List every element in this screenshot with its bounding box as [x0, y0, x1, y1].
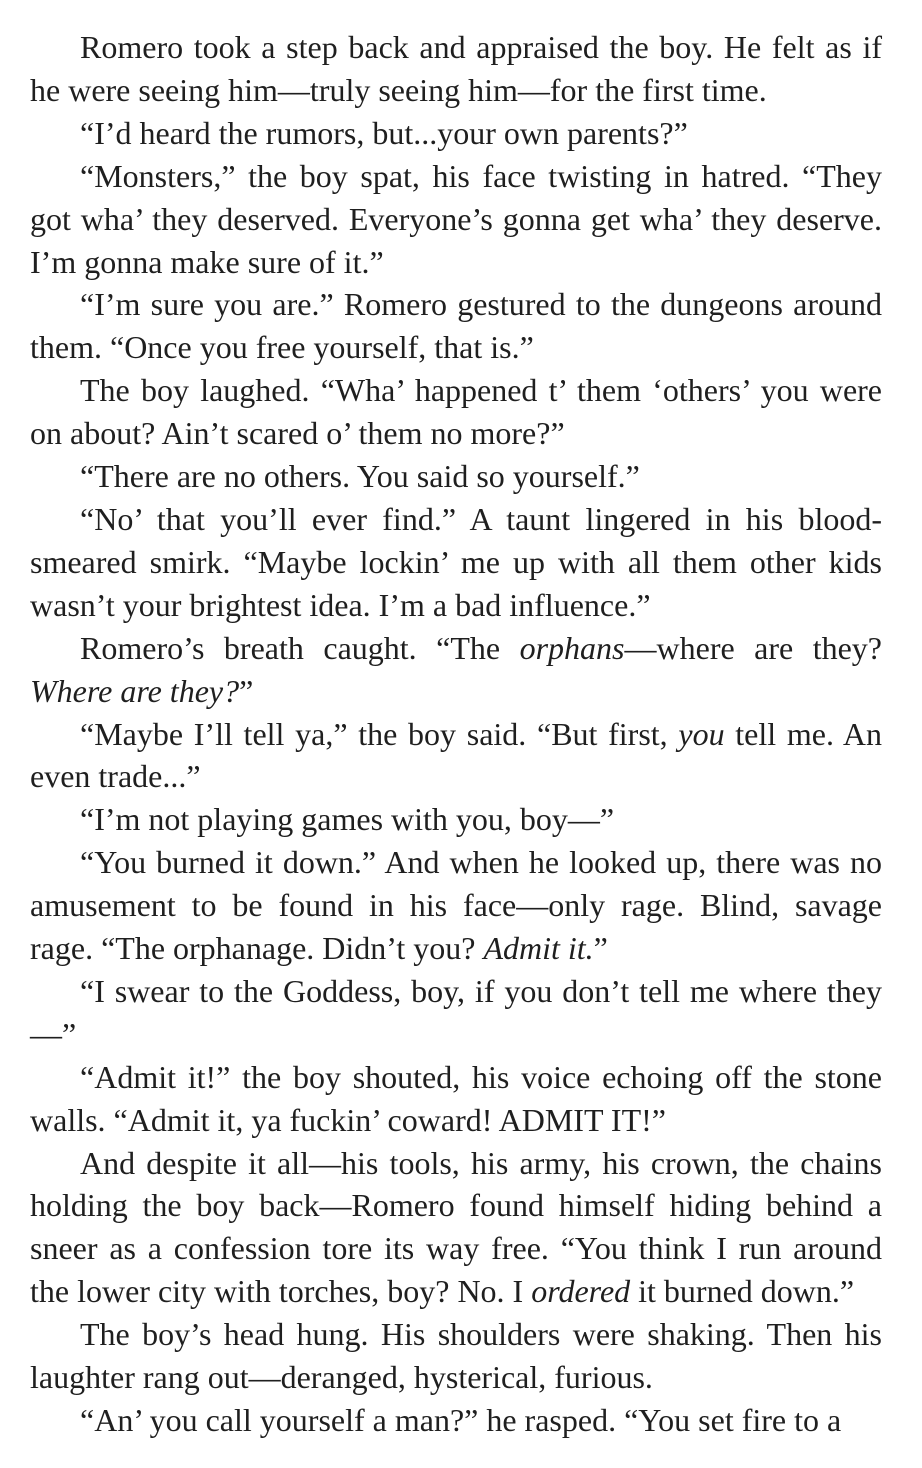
- paragraph: [30, 1313, 882, 1399]
- text-run: “You burned it down.” And when he looked up, there was no amusement to be found in his face—only rage. Blind, savage rage. “The orphanage. Didn’t you?: [30, 844, 882, 967]
- text-run: The boy laughed. “Wha’ happened t’ them ‘others’ you were on about? Ain’t scared o’ them no more?”: [30, 372, 882, 452]
- italic-text: ordered: [531, 1273, 631, 1310]
- paragraph: [30, 26, 882, 112]
- text-run: “There are no others. You said so yourself.”: [80, 458, 640, 495]
- text-run: ”: [593, 930, 608, 967]
- paragraph: [30, 798, 882, 841]
- paragraph: [30, 1399, 882, 1442]
- paragraph: [30, 627, 882, 713]
- paragraph: [30, 1056, 882, 1142]
- italic-text: you: [678, 715, 725, 752]
- text-run: “Admit it!” the boy shouted, his voice echoing off the stone walls. “Admit it, ya fuckin’ coward! ADMIT IT!”: [30, 1058, 882, 1138]
- italic-text: Where are they?: [30, 672, 240, 709]
- text-run: ”: [239, 672, 254, 709]
- text-run: tell me. An even trade...”: [30, 715, 883, 795]
- paragraph: [30, 455, 882, 498]
- text-run: Romero’s breath caught. “The: [80, 629, 520, 666]
- text-run: “I’m not playing games with you, boy—”: [80, 801, 615, 838]
- paragraph: [30, 970, 882, 1056]
- paragraph: [30, 283, 882, 369]
- text-run: Romero took a step back and appraised the boy. He felt as if he were seeing him—truly seeing him—for the first time.: [30, 29, 882, 108]
- text-run: it burned down.”: [630, 1273, 855, 1310]
- paragraph: [30, 1142, 882, 1314]
- text-run: —where are they?: [624, 629, 883, 666]
- text-run: The boy’s head hung. His shoulders were shaking. Then his laughter rang out—deranged, hysterical, furious.: [30, 1316, 882, 1396]
- text-run: “An’ you call yourself a man?” he rasped. “You set fire to a: [80, 1402, 842, 1438]
- italic-text: Admit it.: [483, 930, 594, 967]
- paragraph: [30, 112, 882, 155]
- paragraph: [30, 713, 882, 799]
- paragraph: [30, 155, 882, 284]
- text-run: And despite it all—his tools, his army, his crown, the chains holding the boy back—Romero found himself hiding behind a sneer as a confession tore its way free. “You think I run around the lower city with torches, boy? No. I: [30, 1144, 882, 1310]
- italic-text: orphans: [519, 629, 625, 666]
- text-run: “I’d heard the rumors, but...your own parents?”: [80, 114, 688, 151]
- text-run: “No’ that you’ll ever find.” A taunt lingered in his blood-smeared smirk. “Maybe lockin’ me up with all them other kids wasn’t your brightest idea. I’m a bad influence.”: [30, 500, 882, 623]
- text-run: “I swear to the Goddess, boy, if you don’t tell me where they—”: [30, 972, 882, 1052]
- paragraph: [30, 841, 882, 970]
- text-run: “I’m sure you are.” Romero gestured to the dungeons around them. “Once you free yourself, that is.”: [30, 286, 882, 366]
- text-run: “Maybe I’ll tell ya,” the boy said. “But first,: [80, 715, 679, 752]
- paragraph: [30, 369, 882, 455]
- paragraph: [30, 498, 882, 627]
- text-run: “Monsters,” the boy spat, his face twisting in hatred. “They got wha’ they deserved. Everyone’s gonna get wha’ they deserve. I’m gonna make sure of it.”: [30, 157, 882, 280]
